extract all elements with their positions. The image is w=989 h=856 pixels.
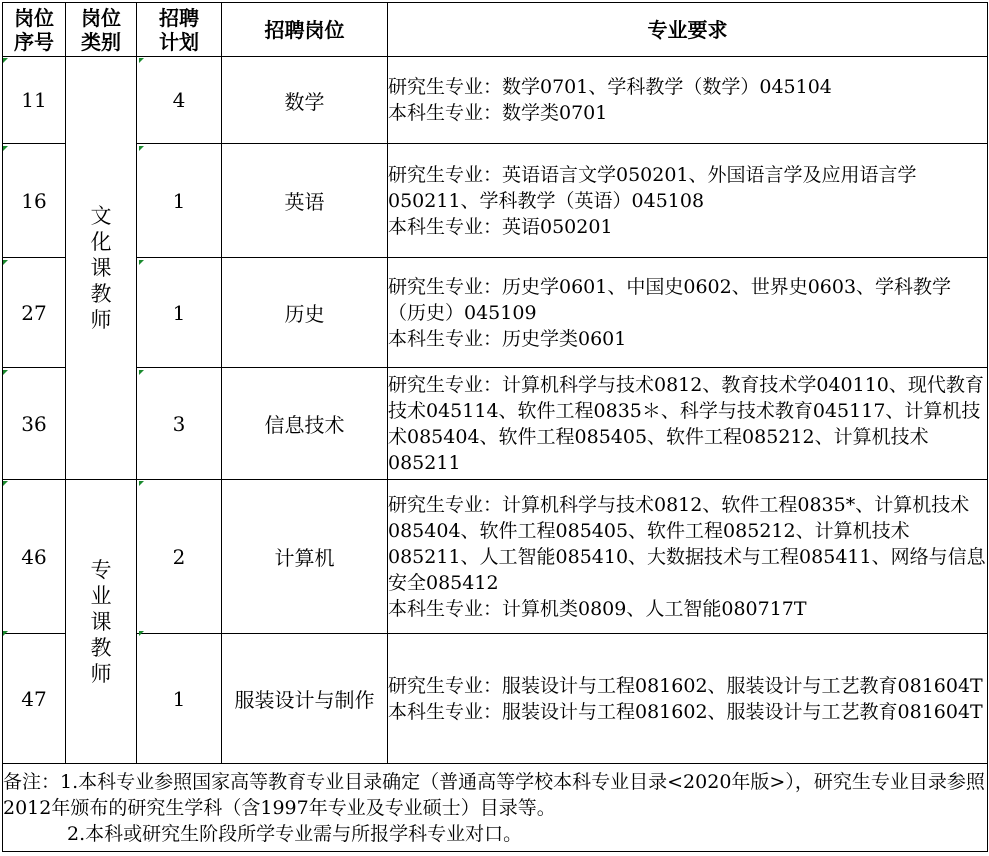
category-cell-professional	[66, 480, 137, 764]
table-row	[3, 480, 988, 634]
position-cell: 服装设计与制作	[222, 634, 388, 764]
seq-cell: 46	[3, 480, 66, 634]
cell-marker-icon	[3, 260, 8, 265]
requirement-line: 本科生专业：英语050201	[388, 215, 613, 238]
plan-cell: 2	[137, 480, 222, 634]
seq-cell: 27	[3, 258, 66, 368]
table-row	[3, 368, 988, 480]
requirement-cell	[388, 480, 988, 634]
requirement-line: 本科生专业：数学类0701	[388, 102, 608, 124]
position-cell: 信息技术	[222, 368, 388, 480]
requirement-cell	[388, 144, 988, 258]
note-line-2: 2.本科或研究生阶段所学专业需与所报学科专业对口。	[67, 822, 523, 845]
requirement-cell	[388, 258, 988, 368]
cell-marker-icon	[139, 146, 144, 151]
header-category: 岗位类别	[66, 3, 137, 57]
table-row	[3, 144, 988, 258]
requirement-line: 研究生专业：英语语言文学050201、外国语言学及应用语言学050211、学科教学（英语）045108	[388, 163, 917, 212]
cell-marker-icon	[3, 58, 8, 63]
cell-marker-icon	[3, 146, 8, 151]
cell-marker-icon	[139, 481, 144, 486]
category-label: 专业课教师	[90, 557, 112, 686]
seq-cell: 11	[3, 57, 66, 144]
header-requirement: 专业要求	[388, 3, 988, 57]
seq-cell: 16	[3, 144, 66, 258]
recruitment-table	[2, 2, 988, 852]
plan-cell: 1	[137, 144, 222, 258]
header-plan: 招聘计划	[137, 3, 222, 57]
cell-marker-icon	[3, 370, 8, 375]
notes-row	[3, 764, 988, 852]
header-seq: 岗位序号	[3, 3, 66, 57]
requirement-line: 本科生专业：服装设计与工程081602、服装设计与工艺教育081604T	[388, 700, 983, 723]
cell-marker-icon	[3, 631, 8, 636]
plan-cell: 1	[137, 258, 222, 368]
requirement-cell	[388, 368, 988, 480]
table-row	[3, 258, 988, 368]
position-cell: 历史	[222, 258, 388, 368]
plan-cell: 3	[137, 368, 222, 480]
cell-marker-icon	[139, 58, 144, 63]
seq-cell: 47	[3, 634, 66, 764]
note-line-1: 备注：1.本科专业参照国家高等教育专业目录确定（普通高等学校本科专业目录<2020年版>），研究生专业目录参照2012年颁布的研究生学科（含1997年专业及专业硕士）目录等。	[3, 770, 985, 819]
category-cell-culture	[66, 57, 137, 480]
cell-marker-icon	[139, 631, 144, 636]
table-row	[3, 57, 988, 144]
position-cell: 英语	[222, 144, 388, 258]
requirement-cell	[388, 634, 988, 764]
requirement-line: 研究生专业：服装设计与工程081602、服装设计与工艺教育081604T	[388, 674, 983, 697]
position-cell: 数学	[222, 57, 388, 144]
requirement-line: 研究生专业：计算机科学与技术0812、教育技术学040110、现代教育技术045114、软件工程0835＊、科学与技术教育045117、计算机技术085404、软件工程085405、软件工程085212、计算机技术085211	[388, 373, 984, 474]
header-position: 招聘岗位	[222, 3, 388, 57]
category-label: 文化课教师	[90, 204, 112, 332]
cell-marker-icon	[139, 370, 144, 375]
requirement-line: 本科生专业：计算机类0809、人工智能080717T	[388, 597, 807, 620]
requirement-line: 研究生专业：数学0701、学科教学（数学）045104	[388, 76, 832, 98]
seq-cell: 36	[3, 368, 66, 480]
requirement-cell	[388, 57, 988, 144]
cell-marker-icon	[139, 260, 144, 265]
plan-cell: 1	[137, 634, 222, 764]
requirement-line: 研究生专业：历史学0601、中国史0602、世界史0603、学科教学（历史）045109	[388, 275, 952, 324]
requirement-line: 研究生专业：计算机科学与技术0812、软件工程0835*、计算机技术085404、软件工程085405、软件工程085212、计算机技术085211、人工智能085410、大数据技术与工程085411、网络与信息安全085412	[388, 493, 986, 594]
requirement-line: 本科生专业：历史学类0601	[388, 327, 627, 350]
position-cell: 计算机	[222, 480, 388, 634]
header-row	[3, 3, 988, 57]
plan-cell: 4	[137, 57, 222, 144]
notes-cell	[3, 764, 988, 852]
table-row	[3, 634, 988, 764]
cell-marker-icon	[3, 481, 8, 486]
